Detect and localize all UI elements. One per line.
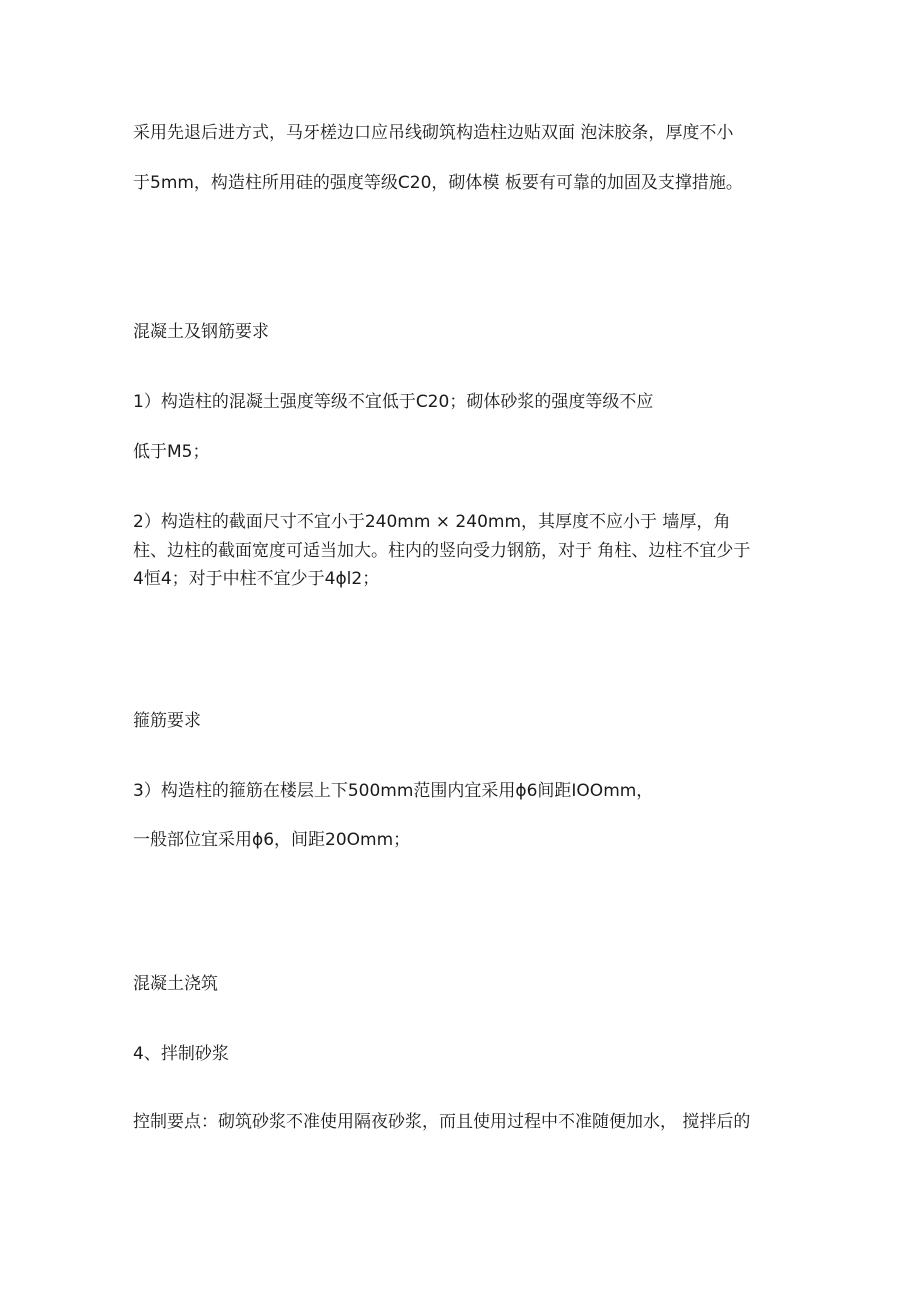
item2-line-1: 2）构造柱的截面尺寸不宜小于240mm × 240mm，其厚度不应小于 墙厚，角 xyxy=(133,512,731,532)
section-heading-concrete-rebar: 混凝土及钢筋要求 xyxy=(133,322,269,342)
control-points-text: 控制要点：砌筑砂浆不准使用隔夜砂浆，而且使用过程中不准随便加水， 搅拌后的 xyxy=(133,1112,751,1132)
intro-line-1: 采用先退后进方式，马牙槎边口应吊线砌筑构造柱边贴双面 泡沫胶条，厚度不小 xyxy=(133,123,734,143)
item1-line-2: 低于M5； xyxy=(133,442,210,462)
item4-heading: 4、拌制砂浆 xyxy=(133,1044,229,1064)
item2-line-3: 4恒4；对于中柱不宜少于4ϕl2； xyxy=(133,569,380,589)
section-heading-stirrup: 箍筋要求 xyxy=(133,711,201,731)
item3-line-1: 3）构造柱的箍筋在楼层上下500mm范围内宜采用ϕ6间距IOOmm， xyxy=(133,781,654,801)
item1-line-1: 1）构造柱的混凝土强度等级不宜低于C20；砌体砂浆的强度等级不应 xyxy=(133,392,654,412)
intro-line-2: 于5mm，构造柱所用硅的强度等级C20，砌体模 板要有可靠的加固及支撑措施。 xyxy=(133,173,743,193)
section-heading-pouring: 混凝土浇筑 xyxy=(133,974,218,994)
item3-line-2: 一般部位宜采用ϕ6，间距20Omm； xyxy=(133,830,411,850)
item2-line-2: 柱、边柱的截面宽度可适当加大。柱内的竖向受力钢筋，对于 角柱、边柱不宜少于 xyxy=(133,541,751,561)
